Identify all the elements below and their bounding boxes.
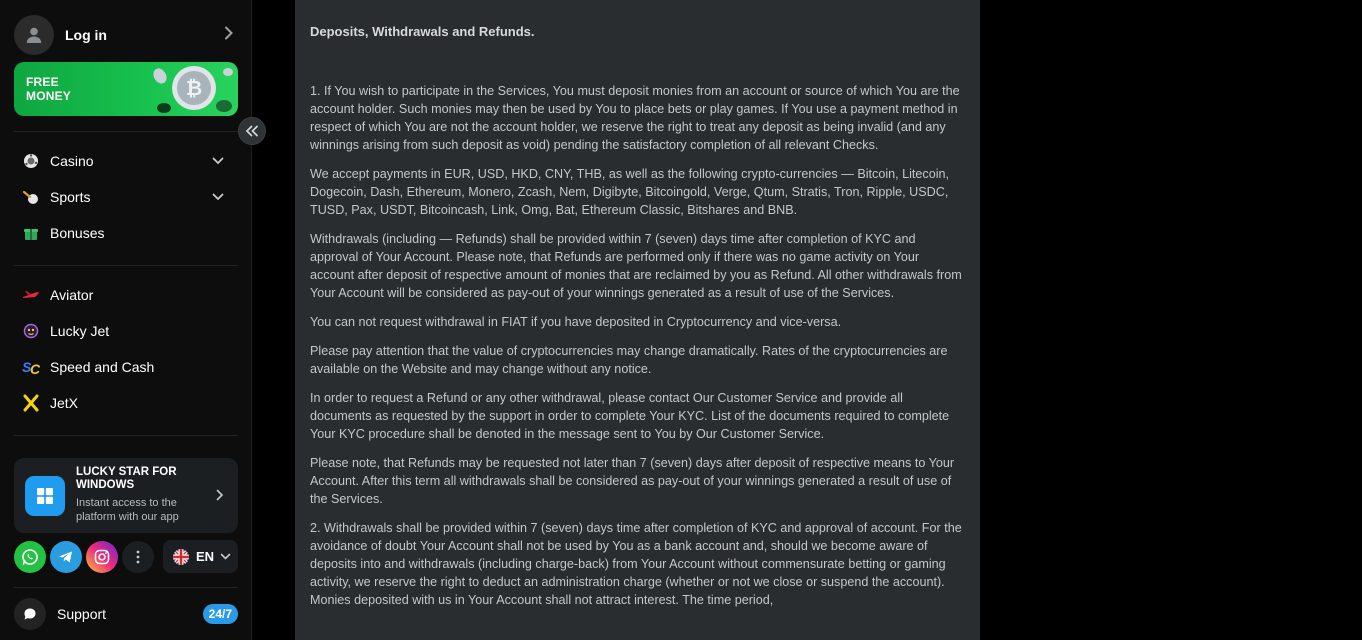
login-label: Log in (65, 27, 107, 43)
chevron-right-icon (216, 488, 224, 506)
terms-paragraph: In order to request a Refund or any other withdrawal, please contact Our Customer Service and provide all documents as requested by the support in order to complete Your KYC. List of the documents required to complete Your KYC procedure shall be denoted in the message sent to You by Our Customer Service. (310, 391, 950, 441)
chevron-down-icon (220, 553, 231, 560)
more-vertical-icon (136, 550, 140, 564)
chat-bubble-icon (14, 598, 46, 630)
telegram-icon (57, 548, 75, 566)
user-avatar-icon (14, 15, 54, 55)
sidebar-item-label: JetX (50, 395, 79, 411)
chevron-down-icon (212, 152, 224, 170)
terms-paragraph: Withdrawals (including — Refunds) shall be provided within 7 (seven) days time after completion of KYC and approval of Your Account. Please note, that Refunds are performed only if there was no game activity on Your account after deposit of respective amount of monies that are reclaimed by you as Refund. All other withdrawals from Your Account will be considered as pay-out of your winnings generated as a result of use of the Services. (310, 232, 962, 300)
casino-icon (22, 152, 40, 170)
language-selector[interactable] (163, 540, 238, 573)
aviator-icon (22, 286, 40, 304)
svg-text:S: S (22, 359, 32, 375)
gift-icon (22, 224, 40, 242)
instagram-button[interactable] (86, 541, 118, 573)
sidebar-item-label: Lucky Jet (50, 323, 110, 339)
sidebar-item-sports[interactable] (22, 185, 234, 209)
collapse-sidebar-button[interactable] (238, 117, 266, 145)
whatsapp-icon (21, 548, 39, 566)
terms-content-panel (295, 0, 980, 640)
sidebar-divider (14, 265, 238, 266)
sidebar-item-label: Sports (50, 189, 91, 205)
whatsapp-button[interactable] (14, 541, 46, 573)
jetx-icon (22, 394, 40, 412)
login-button[interactable] (14, 15, 238, 55)
uk-flag-icon (172, 548, 190, 566)
terms-paragraph: Please pay attention that the value of cryptocurrencies may change dramatically. Rates of the cryptocurrencies are available on the Website and may change without any notice. (310, 344, 948, 376)
sidebar-divider (14, 435, 238, 436)
telegram-button[interactable] (50, 541, 82, 573)
free-money-banner[interactable] (14, 62, 238, 116)
sidebar-item-label: Speed and Cash (50, 359, 155, 375)
terms-text (295, 0, 980, 609)
free-money-label: FREE MONEY (26, 75, 72, 103)
sidebar-item-label: Aviator (50, 287, 94, 303)
windows-icon (25, 476, 65, 516)
sidebar-item-casino[interactable] (22, 149, 234, 173)
sidebar-item-label: Bonuses (50, 225, 105, 241)
windows-app-card[interactable] (14, 458, 238, 533)
more-options-button[interactable] (122, 541, 154, 573)
sidebar-item-speed-and-cash[interactable] (22, 355, 234, 379)
support-hours-badge: 24/7 (203, 604, 238, 624)
sidebar-item-aviator[interactable] (22, 283, 234, 307)
speed-and-cash-icon (22, 358, 40, 376)
sidebar (0, 0, 252, 640)
sports-icon (22, 188, 40, 206)
sidebar-item-bonuses[interactable] (22, 221, 234, 245)
terms-paragraph: 1. If You wish to participate in the Services, You must deposit monies from an account or source of which You are the account holder. Such monies may then be used by You to place bets or play games. If You use a payment method in respect of which You are not the account holder, we reserve the right to treat any deposit as being invalid (and any winnings arising from such deposit as void) pending the satisfactory completion of all relevant Checks. (310, 84, 960, 152)
coins-icon (142, 62, 238, 116)
terms-paragraph: You can not request withdrawal in FIAT if you have deposited in Cryptocurrency and vice-versa. (310, 315, 842, 329)
lucky-jet-icon (22, 322, 40, 340)
sidebar-item-jetx[interactable] (22, 391, 234, 415)
chevron-down-icon (212, 188, 224, 206)
terms-paragraph: We accept payments in EUR, USD, HKD, CNY, THB, as well as the following crypto-currencies — Bitcoin, Litecoin, Dogecoin, Dash, Ethereum, Monero, Zcash, Nem, Digibyte, Bitcoingold, Verge, Qtum, Stratis, Tron, Ripple, USDC, TUSD, Pax, USDT, Bitcoincash, Link, Omg, Bat, Ethereum Classic, Bitshares and BNB. (310, 167, 950, 217)
app-card-subtitle: Instant access to the platform with our app (76, 497, 179, 523)
section-heading: Deposits, Withdrawals and Refunds. (310, 24, 535, 39)
support-label: Support (57, 606, 107, 622)
svg-text:₿: ₿ (185, 78, 203, 100)
svg-text:C: C (30, 361, 40, 376)
language-label: EN (196, 549, 215, 564)
support-button[interactable] (14, 598, 238, 630)
sidebar-divider (14, 131, 238, 132)
instagram-icon (93, 548, 111, 566)
terms-paragraph: 2. Withdrawals shall be provided within 7 (seven) days time after completion of KYC and approval of account. For the avoidance of doubt Your Account shall not be used by You as a bank account and, should we become aware of deposits into and withdrawals (including charge-back) from Your Account without commensurate betting or gaming activity, we reserve the right to deduct an administration charge (whether or not we close or suspend the account). Monies deposited with us in Your Account shall not attract interest. The time period, (310, 521, 962, 607)
terms-paragraph: Please note, that Refunds may be requested not later than 7 (seven) days after deposit of respective means to Your Account. After this term all withdrawals shall be considered as pay-out of your winnings generated a result of use of the Services. (310, 456, 955, 506)
sidebar-item-label: Casino (50, 153, 94, 169)
app-card-title: LUCKY STAR FOR WINDOWS (76, 466, 177, 491)
sidebar-divider (14, 587, 238, 588)
sidebar-item-lucky-jet[interactable] (22, 319, 234, 343)
double-chevron-left-icon (245, 125, 259, 137)
chevron-right-icon (224, 26, 234, 45)
